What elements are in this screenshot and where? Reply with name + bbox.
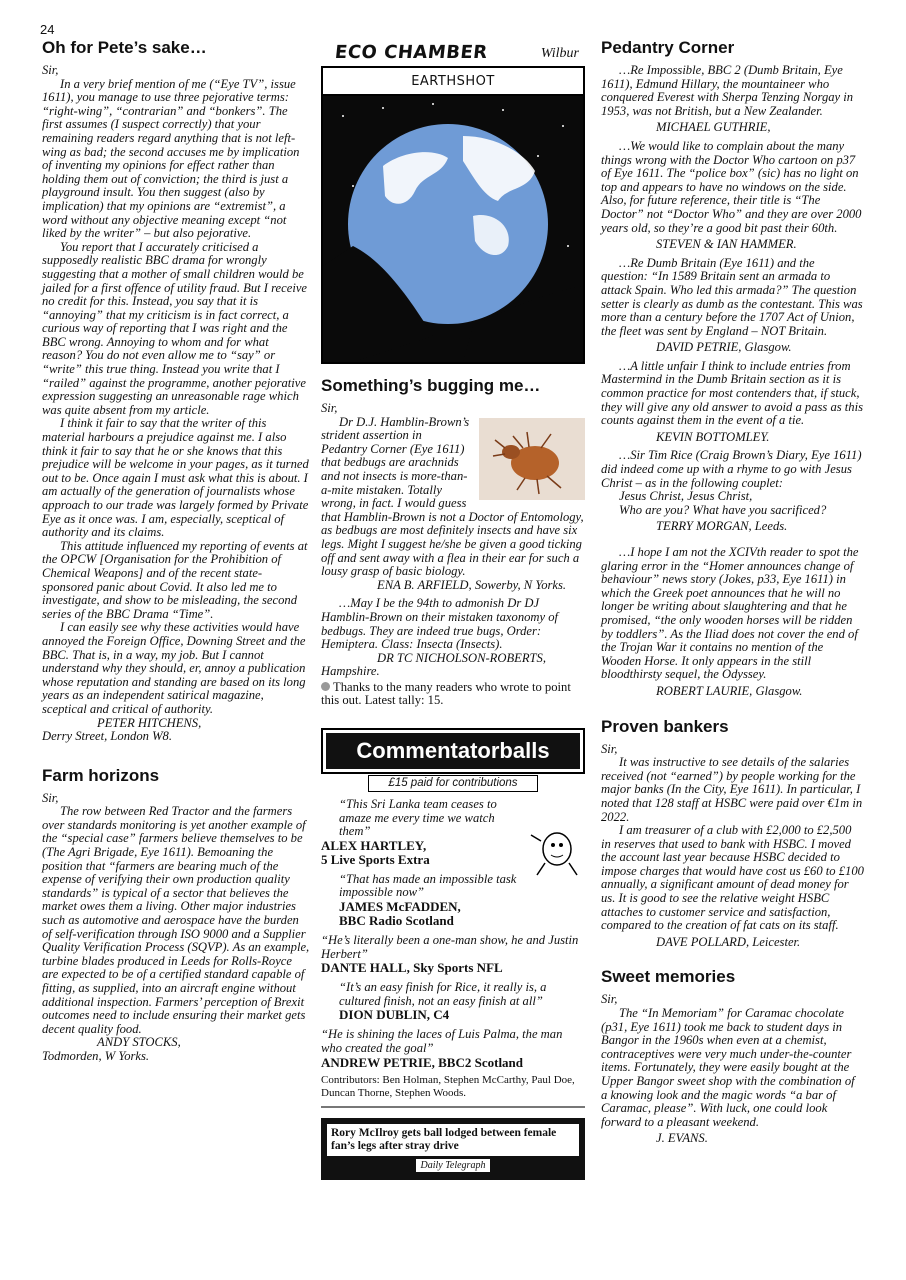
address: Hampshire. xyxy=(321,664,380,679)
letter-paragraph: …May I be the 94th to admonish Dr DJ Hamblin-Brown on their mistaken taxonomy of bedbugs. They are indeed true bugs, Order: Hemiptera. Class: Insecta (Insects). xyxy=(321,596,559,652)
cartoon-artist: Wilbur xyxy=(540,46,579,61)
letter-paragraph: …Sir Tim Rice (Craig Brown’s Diary, Eye 1611) did indeed come up with a rhyme to go with Jesus Christ – as in the following couplet: xyxy=(601,448,862,490)
tally-text: Thanks to the many readers who wrote to point this out. Latest tally: 15. xyxy=(321,679,571,708)
signature: DR TC NICHOLSON-ROBERTS, xyxy=(377,650,546,665)
signature: DAVID PETRIE, Glasgow. xyxy=(656,340,792,355)
heading-oh-for-petes-sake: Oh for Pete’s sake… xyxy=(42,38,207,57)
cartoon-caption: EARTHSHOT xyxy=(323,68,583,96)
letter-paragraph: I am treasurer of a club with £2,000 to £2,500 in reserves that used to bank with HSBC. I moved the account last year because HSBC decided to impose charges that would have cost us £60 to £100 annually, a significant amount of dead money for us. It is good to see the relative weight HSBC attaches to customer service and satisfaction, compared to the creation of fat cats on its staff. xyxy=(601,823,864,933)
letter-paragraph: …A little unfair I think to include entries from Mastermind in the Dumb Britain section as it is common practice for most contenders that, if stuck, they will give any old answer to avoid a pass as this counts against them in the event of a tie. xyxy=(601,358,864,428)
commentatorballs-title: Commentatorballs xyxy=(326,733,580,769)
heading-proven-bankers: Proven bankers xyxy=(601,716,729,736)
quote-attribution-station: 5 Live Sports Extra xyxy=(321,851,430,867)
cartoon-title: ECO CHAMBER xyxy=(333,42,489,63)
address: Derry Street, London W8. xyxy=(42,729,173,744)
news-source: Daily Telegraph xyxy=(416,1159,490,1172)
quote-attribution: DION DUBLIN, C4 xyxy=(339,1007,450,1023)
commentatorballs-paid: £15 paid for contributions xyxy=(368,775,538,792)
letter-paragraph: …We would like to complain about the many things wrong with the Doctor Who cartoon on p37 of Eye 1611. The “police box” (sic) has no light on top and appears to have no windows on the side. Also, for future reference, their title is “The Doctor” not “Doctor Who” and they are over 2000 years old, so they’re a good bit past their 60th. xyxy=(601,138,862,235)
salutation: Sir, xyxy=(601,992,618,1007)
news-headline: Rory McIlroy gets ball lodged between female fan’s legs after stray drive xyxy=(327,1124,579,1156)
quote-block xyxy=(321,934,585,975)
letter-paragraph: I can easily see why these activities would have annoyed the Foreign Office, Downing Street and the BBC. That is, in a way, my job. But I cannot understand why they should, er, annoy a publication whose reputation and standing are based on its long years as an independent satirical magazine, sceptical and critical of authority. xyxy=(42,620,306,716)
letter-paragraph: In a very brief mention of me (“Eye TV”, issue 1611), you manage to use three pejorative terms: “right-wing”, “contrarian” and “bonkers”. The first assumes (I suspect correctly) that your remaining readers regard anything that is not left-wing as bad; the second accuses me by implication of inventing my opinions for effect rather than holding them out of conviction; the third is just a playground insult. You then suggest (also by implication) that my opinions are “extremist”, a word without any objective meaning except “not liked by the writer” – but also pejorative. xyxy=(42,76,300,241)
salutation: Sir, xyxy=(42,790,59,805)
cartoon-ball-mascot-icon xyxy=(527,827,585,879)
signature: DAVE POLLARD, Leicester. xyxy=(656,934,801,949)
quote-attribution: ALEX HARTLEY, xyxy=(321,837,427,853)
address: Todmorden, W Yorks. xyxy=(42,1048,150,1063)
signature: MICHAEL GUTHRIE, xyxy=(656,120,771,135)
quote-text: “This Sri Lanka team ceases to amaze me every time we watch them” xyxy=(339,797,497,839)
salutation: Sir, xyxy=(601,741,618,756)
letter-bedbugs xyxy=(321,402,585,708)
column-middle xyxy=(321,40,585,1180)
letter-paragraph: The “In Memoriam” for Caramac chocolate (p31, Eye 1611) took me back to student days in Bangor in the 1960s when even at a chemist, contraceptives were very much under-the-counter items. Fortunately, they were easily bought at the Upper Bangor sweet shop with the combination of a knowing look and the magic words “a bar of Caramac, please”. With luck, one could look forward to a pleasant weekend. xyxy=(601,1006,855,1129)
quote-attribution: JAMES McFADDEN, xyxy=(339,899,461,915)
letter-peter-hitchens xyxy=(42,64,310,744)
quote-text: “That has made an impossible task impossible now” xyxy=(339,871,517,900)
pedantry-letters xyxy=(601,64,864,699)
quote-block xyxy=(321,1028,585,1069)
heading-pedantry-corner: Pedantry Corner xyxy=(601,38,735,57)
quote-attribution: ANDREW PETRIE, BBC2 Scotland xyxy=(321,1054,524,1070)
cartoon-header xyxy=(321,40,585,66)
letter-paragraph: I think it fair to say that the writer of this material harbours a prejudice against me. I also think it fair to say that he or she knows that this prejudice will be welcome in your pages, as it turned out to be. Once again I must ask what this is about. I am actually of the generation of journalists whose approach to our trade was largely formed by Private Eye as it once was. I am, especially, sceptical of authority and its claims. xyxy=(42,416,309,540)
signature: PETER HITCHENS, xyxy=(97,715,202,730)
page-number: 24 xyxy=(40,22,55,37)
column-right xyxy=(601,38,864,1146)
quote-block xyxy=(321,873,585,928)
signature: STEVEN & IAN HAMMER. xyxy=(656,237,797,252)
bullet-dot-icon xyxy=(321,682,330,691)
salutation: Sir, xyxy=(42,63,59,77)
earth-illustration xyxy=(323,96,583,362)
signature: J. EVANS. xyxy=(656,1131,708,1146)
quote-text: “He is shining the laces of Luis Palma, the man who created the goal” xyxy=(321,1027,563,1055)
quote-block xyxy=(321,981,585,1022)
letter-paragraph: This attitude influenced my reporting of events at the OPCW [Organisation for the Prohibition of Chemical Weapons] and of the recent state-sponsored panic about Covid. It also led me to investigate, and show to be misleading, the second series of the BBC Drama “Time”. xyxy=(42,538,308,621)
letter-paragraph: …Re Dumb Britain (Eye 1611) and the question: “In 1589 Britain sent an armada to attack Spain. Who led this armada?” The question setter is clearly as dumb as the contestant. This was more than a century before the 1707 Act of Union, the fleet was sent by England – NOT Britain. xyxy=(601,255,863,338)
letter-proven-bankers xyxy=(601,743,864,950)
quote-text: “He’s literally been a one-man show, he and Justin Herbert” xyxy=(321,933,579,961)
signature: ROBERT LAURIE, Glasgow. xyxy=(656,683,803,698)
quote-attribution-station: BBC Radio Scotland xyxy=(339,913,454,929)
letter-paragraph: Dr D.J. Hamblin-Brown’s strident assertion in Pedantry Corner (Eye 1611) that bedbugs are arachnids and not insects is more-than-a-mite mistaken. Totally wrong, in fact. I would guess that Hamblin-Brown is not a Doctor of Entomology, as bedbugs are most definitely insects and have six legs. Might I suggest he/she be given a good ticking off and sent away with a flea in their ear for such a lousy grasp of basic biology. xyxy=(321,414,584,579)
heading-farm-horizons: Farm horizons xyxy=(42,765,160,785)
signature: TERRY MORGAN, Leeds. xyxy=(656,519,788,534)
news-clipping xyxy=(321,1118,585,1180)
signature: KEVIN BOTTOMLEY. xyxy=(656,429,770,444)
couplet-line: Who are you? What have you sacrificed? xyxy=(619,502,827,517)
quote-text: “It’s an easy finish for Rice, it really is, a cultured finish, not an easy finish at all” xyxy=(339,980,547,1008)
tally-note xyxy=(321,681,585,708)
salutation: Sir, xyxy=(321,401,338,415)
couplet-line: Jesus Christ, Jesus Christ, xyxy=(619,489,753,504)
letter-paragraph: It was instructive to see details of the salaries received (not “earned”) by people working for the major banks (In the City, Eye 1611). In particular, I noted that 128 staff at HSBC were paid over €1m in 2022. xyxy=(601,755,863,824)
contributors: Contributors: Ben Holman, Stephen McCarthy, Paul Doe, Duncan Thorne, Stephen Woods. xyxy=(321,1074,585,1108)
letter-paragraph: …I hope I am not the XCIVth reader to spot the glaring error in the “Homer announces change of behaviour” news story (Jokes, p33, Eye 1611) in which the Greek poet announces that he will no longer be writing about slaughtering and that he promised, “the only wooden horses will be ridden by toddlers”. As the Iliad does not cover the end of the Trojan War it contains no mention of the Wooden Horse. It only appears in the still bloodthirsty sequel, the Odyssey. xyxy=(601,545,859,682)
letter-andy-stocks xyxy=(42,792,310,1064)
letter-paragraph: You report that I accurately criticised a supposedly realistic BBC drama for wrongly suggesting that a mother of small children would be jailed for a first offence of utility fraud. But I receive no credit for this. Instead, you say that it is “annoying” that my criticism is in fact correct, a curious way of reporting that I was right and the BBC wrong. Annoying to whom and for what reason? You do not even allow me to “say” or “write” this true thing. Instead you write that I “railed” against the programme, another pejorative expression suggesting an unreasonable rage which was quite absent from my article. xyxy=(42,239,307,417)
commentatorballs-banner xyxy=(321,728,585,774)
heading-something-bugging-me: Something’s bugging me… xyxy=(321,376,541,395)
letter-sweet-memories xyxy=(601,993,864,1146)
signature: ANDY STOCKS, xyxy=(97,1035,181,1050)
letter-paragraph: …Re Impossible, BBC 2 (Dumb Britain, Eye 1611), Edmund Hillary, the mountaineer who conquered Everest with Sherpa Tenzing Norgay in 1953, was not British, but a New Zealander. xyxy=(601,63,854,118)
heading-sweet-memories: Sweet memories xyxy=(601,967,736,987)
cartoon-earthshot xyxy=(321,66,585,364)
letter-paragraph: The row between Red Tractor and the farmers over standards monitoring is yet another example of the “special case” farmers believe themselves to be (The Agri Brigade, Eye 1611). Bemoaning the position that “farmers are bearing much of the expense of verifying their own production quality standards” is typical of a sector that believes the market owes them a living. Other major industries such as automotive and aerospace have the burden of self-verification through ISO 9000 and a Supplier Quality Verification Process (SQVP). As an example, turbine blades produced in Leeds for Rolls-Royce are expected to be of a certified standard capable of fitting, as supplied, into an aircraft engine without additional inspection. Farmers’ perception of Brexit outcomes need to include ensuring their market gets decent quality food. xyxy=(42,804,310,1036)
signature: ENA B. ARFIELD, Sowerby, N Yorks. xyxy=(377,577,567,592)
bedbug-photo xyxy=(479,418,585,500)
quote-attribution: DANTE HALL, Sky Sports NFL xyxy=(321,960,503,976)
column-left xyxy=(42,38,310,1064)
